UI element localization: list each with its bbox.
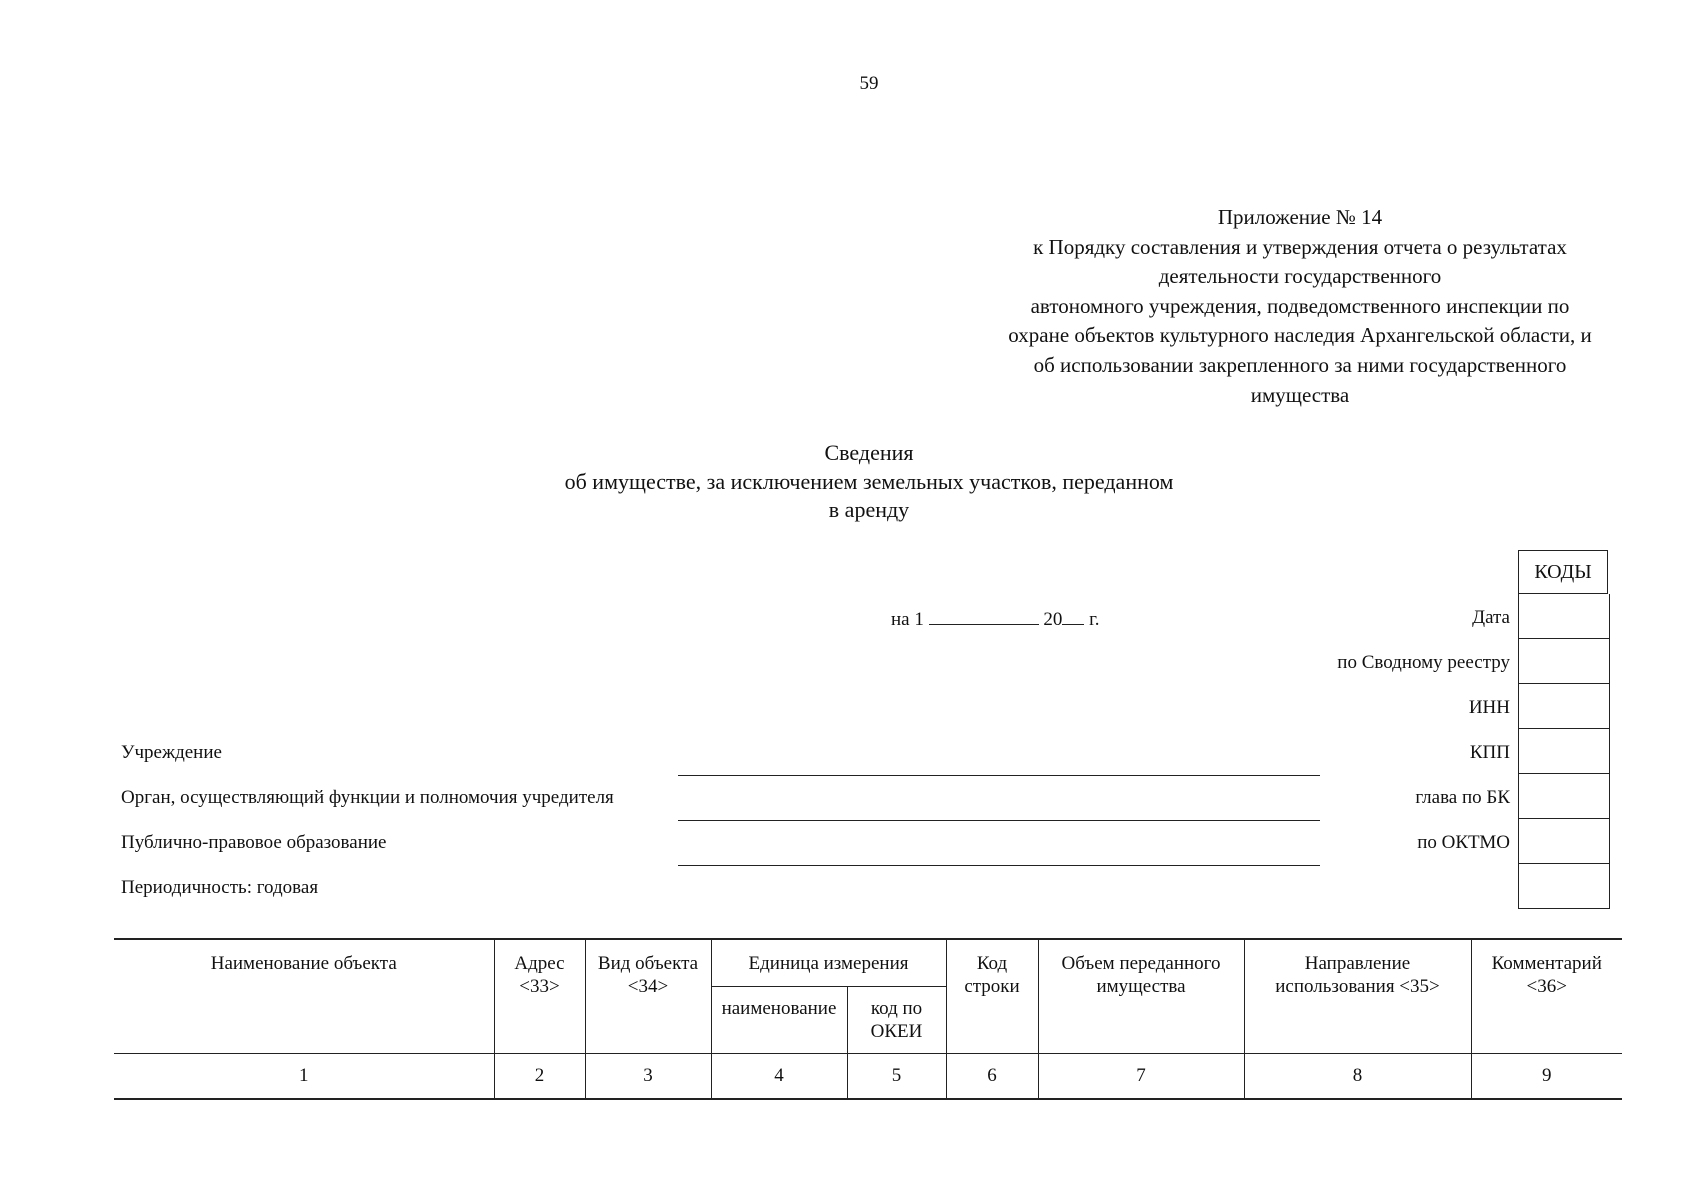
appendix-line: об использовании закрепленного за ними государственного [1033,352,1567,377]
header-unit-code: код по ОКЕИ [847,987,946,1054]
code-label-kpp: КПП [1469,742,1510,763]
code-cell-date[interactable] [1519,594,1609,639]
document-title [0,439,1697,525]
header-row-code: Код строки [946,939,1038,1054]
column-number: 6 [946,1054,1038,1100]
code-cell-periodicity[interactable] [1519,864,1609,909]
property-table [114,938,1622,1100]
column-number: 4 [711,1054,847,1100]
code-label-bk-chapter: глава по БК [1415,787,1510,808]
public-entity-label: Публично-правовое образование [121,832,387,853]
column-number: 7 [1038,1054,1244,1100]
header-object-type: Вид объекта <34> [585,939,711,1054]
title-line-3: в аренду [828,497,910,522]
public-entity-field[interactable] [678,865,1320,866]
appendix-line: имущества [1250,382,1350,407]
header-volume: Объем переданного имущества [1038,939,1244,1054]
header-unit: Единица измерения [711,939,946,987]
report-date-line [891,608,1100,631]
header-comment: Комментарий <36> [1471,939,1622,1054]
title-line-1: Сведения [824,440,914,465]
column-number: 3 [585,1054,711,1100]
column-number-row [114,1054,1622,1100]
code-cell-oktmo[interactable] [1519,819,1609,864]
year-blank-field[interactable] [1062,608,1084,625]
year-prefix: 20 [1043,609,1063,630]
appendix-line: деятельности государственного [1158,264,1442,289]
code-cell-inn[interactable] [1519,684,1609,729]
header-direction: Направление использования <35> [1244,939,1471,1054]
table-header-row [114,939,1622,987]
page-number: 59 [859,73,879,94]
date-prefix: на 1 [891,609,924,630]
code-cell-registry[interactable] [1519,639,1609,684]
appendix-line: охране объектов культурного наследия Архангельской области, и [1008,323,1592,348]
code-cell-bk-chapter[interactable] [1519,774,1609,819]
appendix-line: автономного учреждения, подведомственного инспекции по [1030,293,1570,318]
column-number: 8 [1244,1054,1471,1100]
header-name: Наименование объекта [114,939,494,1054]
periodicity-label: Периодичность: годовая [121,877,319,898]
code-label-inn: ИНН [1468,697,1510,718]
column-number: 9 [1471,1054,1622,1100]
founder-label: Орган, осуществляющий функции и полномочия учредителя [121,787,614,808]
codes-column [1518,594,1610,909]
code-label-date: Дата [1472,607,1510,628]
header-unit-name: наименование [711,987,847,1054]
column-number: 2 [494,1054,585,1100]
year-suffix: г. [1089,609,1100,630]
code-label-oktmo: по ОКТМО [1417,832,1510,853]
date-blank-field[interactable] [929,608,1039,625]
institution-label: Учреждение [121,742,222,763]
institution-field[interactable] [678,775,1320,776]
column-number: 5 [847,1054,946,1100]
column-number: 1 [114,1054,494,1100]
appendix-header [980,203,1620,410]
header-address: Адрес <33> [494,939,585,1054]
title-line-2: об имуществе, за исключением земельных участков, переданном [564,468,1174,494]
codes-header: КОДЫ [1518,550,1608,594]
appendix-line: Приложение № 14 [1217,205,1383,229]
code-cell-kpp[interactable] [1519,729,1609,774]
founder-field[interactable] [678,820,1320,821]
code-label-registry: по Сводному реестру [1337,652,1510,673]
appendix-line: к Порядку составления и утверждения отчета о результатах [1033,234,1567,259]
